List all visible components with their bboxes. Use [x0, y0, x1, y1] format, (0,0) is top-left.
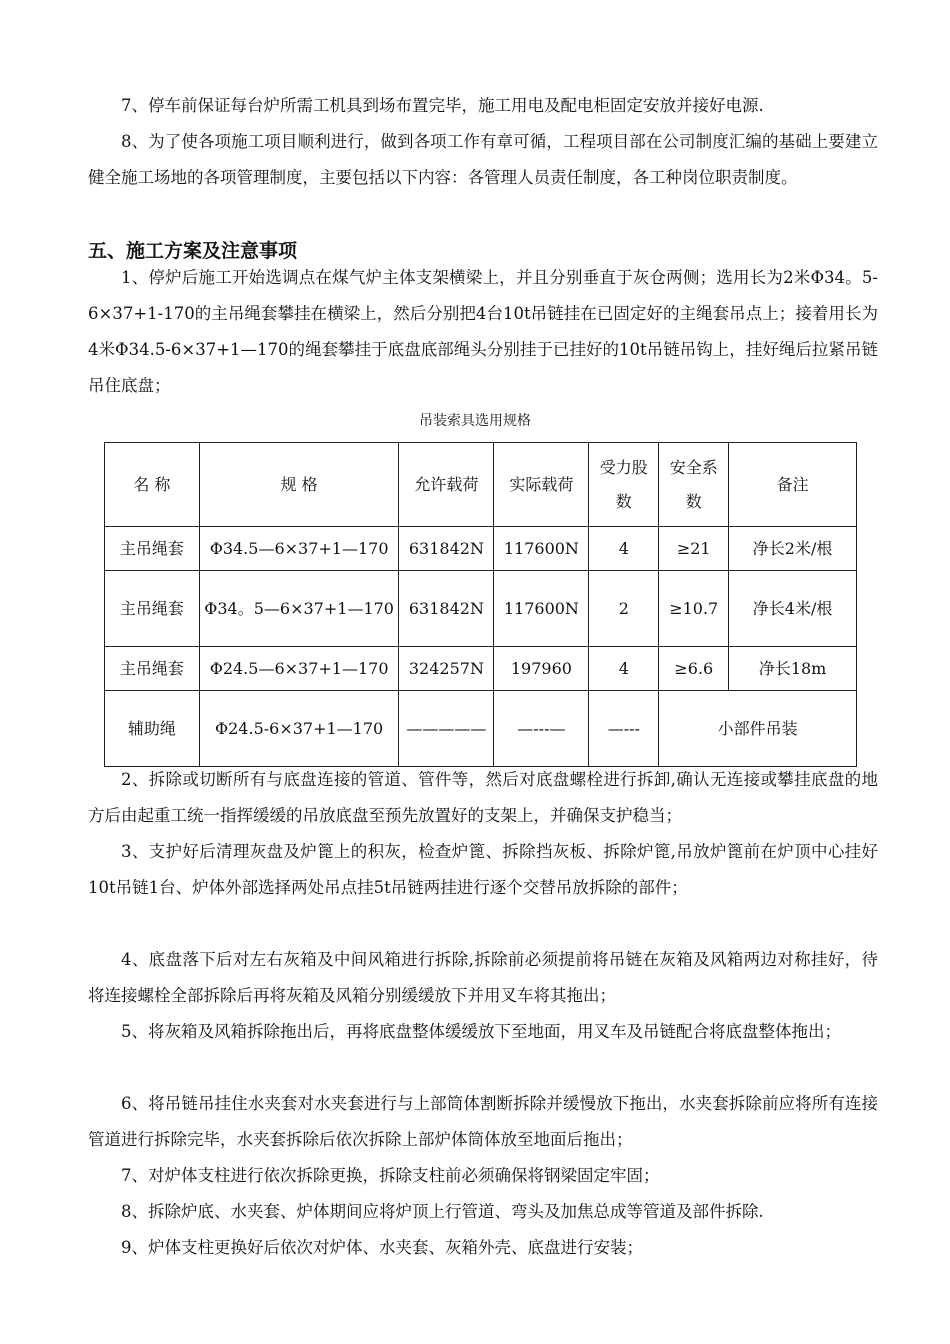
table-cell: 主吊绳套: [105, 527, 200, 571]
table-cell: 631842N: [399, 527, 494, 571]
table-cell: Φ24.5-6×37+1—170: [199, 691, 399, 767]
header-cell: 受力股数: [589, 443, 659, 527]
table-cell: ≥10.7: [659, 571, 729, 647]
header-cell: 实际载荷: [494, 443, 589, 527]
table-cell: 净长4米/根: [729, 571, 857, 647]
header-cell: 名 称: [105, 443, 200, 527]
table-row: [105, 691, 857, 767]
paragraph-8-management: 8、为了使各项施工项目顺利进行，做到各项工作有章可循，工程项目部在公司制度汇编的基础上要建立健全施工场地的各项管理制度，主要包括以下内容：各管理人员责任制度，各工种岗位职责制度。: [88, 132, 878, 187]
paragraph-7-pillars: 7、对炉体支柱进行依次拆除更换，拆除支柱前必须确保将钢梁固定牢固；: [121, 1166, 660, 1185]
table-row: [105, 647, 857, 691]
table-cell: 净长18m: [729, 647, 857, 691]
paragraph-2-chassis: 2、拆除或切断所有与底盘连接的管道、管件等，然后对底盘螺栓进行拆卸,确认无连接或攀挂底盘的地方后由起重工统一指挥缓缓的吊放底盘至预先放置好的支架上，并确保支护稳当；: [88, 770, 878, 825]
table-cell: ≥21: [659, 527, 729, 571]
table-row: [105, 571, 857, 647]
paragraph-9-install: 9、炉体支柱更换好后依次对炉体、水夹套、灰箱外壳、底盘进行安装；: [121, 1238, 643, 1257]
table-cell: 4: [589, 527, 659, 571]
paragraph-8-pipes: 8、拆除炉底、水夹套、炉体期间应将炉顶上行管道、弯头及加焦总成等管道及部件拆除.: [121, 1202, 764, 1221]
table-cell: Φ34。5—6×37+1—170: [199, 571, 399, 647]
paragraph-1-rigging: 1、停炉后施工开始选调点在煤气炉主体支架横梁上，并且分别垂直于灰仓两侧；选用长为2米Φ34。5-6×37+1-170的主吊绳套攀挂在横梁上，然后分别把4台10t吊链挂在已固定好的主绳套吊点上；接着用长为4米Φ34.5-6×37+1—170的绳套攀挂于底盘底部绳头分别挂于已挂好的10t吊链吊钩上，挂好绳后拉紧吊链吊住底盘；: [88, 268, 878, 395]
table-cell: 324257N: [399, 647, 494, 691]
header-cell: 备注: [729, 443, 857, 527]
table-row: [105, 527, 857, 571]
paragraph-6-jacket: 6、将吊链吊挂住水夹套对水夹套进行与上部筒体割断拆除并缓慢放下拖出，水夹套拆除前应将所有连接管道进行拆除完毕，水夹套拆除后依次拆除上部炉体筒体放至地面后拖出；: [88, 1094, 878, 1149]
paragraph-5-removal: 5、将灰箱及风箱拆除拖出后，再将底盘整体缓缓放下至地面，用叉车及吊链配合将底盘整体拖出；: [121, 1022, 841, 1041]
table-cell: 117600N: [494, 527, 589, 571]
table-cell: 辅助绳: [105, 691, 200, 767]
table-cell: 小部件吊装: [659, 691, 857, 767]
table-cell: —---—: [494, 691, 589, 767]
table-cell: 631842N: [399, 571, 494, 647]
table-cell: Φ24.5—6×37+1—170: [199, 647, 399, 691]
table-cell: 主吊绳套: [105, 647, 200, 691]
table-cell: 117600N: [494, 571, 589, 647]
header-cell: 安全系数: [659, 443, 729, 527]
table-cell: —————: [399, 691, 494, 767]
paragraph-3-grate: 3、支护好后清理灰盘及炉篦上的积灰，检查炉篦、拆除挡灰板、拆除炉篦,吊放炉篦前在炉顶中心挂好10t吊链1台、炉体外部选择两处吊点挂5t吊链两挂进行逐个交替吊放拆除的部件；: [88, 842, 878, 897]
table-cell: 197960: [494, 647, 589, 691]
rigging-spec-table: [104, 442, 857, 767]
table-cell: 净长2米/根: [729, 527, 857, 571]
paragraph-7-tools: 7、停车前保证每台炉所需工机具到场布置完毕，施工用电及配电柜固定安放并接好电源.: [121, 96, 764, 115]
section-heading: 五、施工方案及注意事项: [88, 240, 298, 262]
table-cell: 2: [589, 571, 659, 647]
table-caption: 吊装索具选用规格: [419, 413, 531, 429]
table-cell: ≥6.6: [659, 647, 729, 691]
header-cell: 允许载荷: [399, 443, 494, 527]
paragraph-4-ashbox: 4、底盘落下后对左右灰箱及中间风箱进行拆除,拆除前必须提前将吊链在灰箱及风箱两边对称挂好，待将连接螺栓全部拆除后再将灰箱及风箱分别缓缓放下并用叉车将其拖出；: [88, 950, 878, 1005]
table-cell: 主吊绳套: [105, 571, 200, 647]
header-cell: 规 格: [199, 443, 399, 527]
table-cell: —---: [589, 691, 659, 767]
table-header-row: [105, 443, 857, 527]
table-cell: 4: [589, 647, 659, 691]
table-cell: Φ34.5—6×37+1—170: [199, 527, 399, 571]
